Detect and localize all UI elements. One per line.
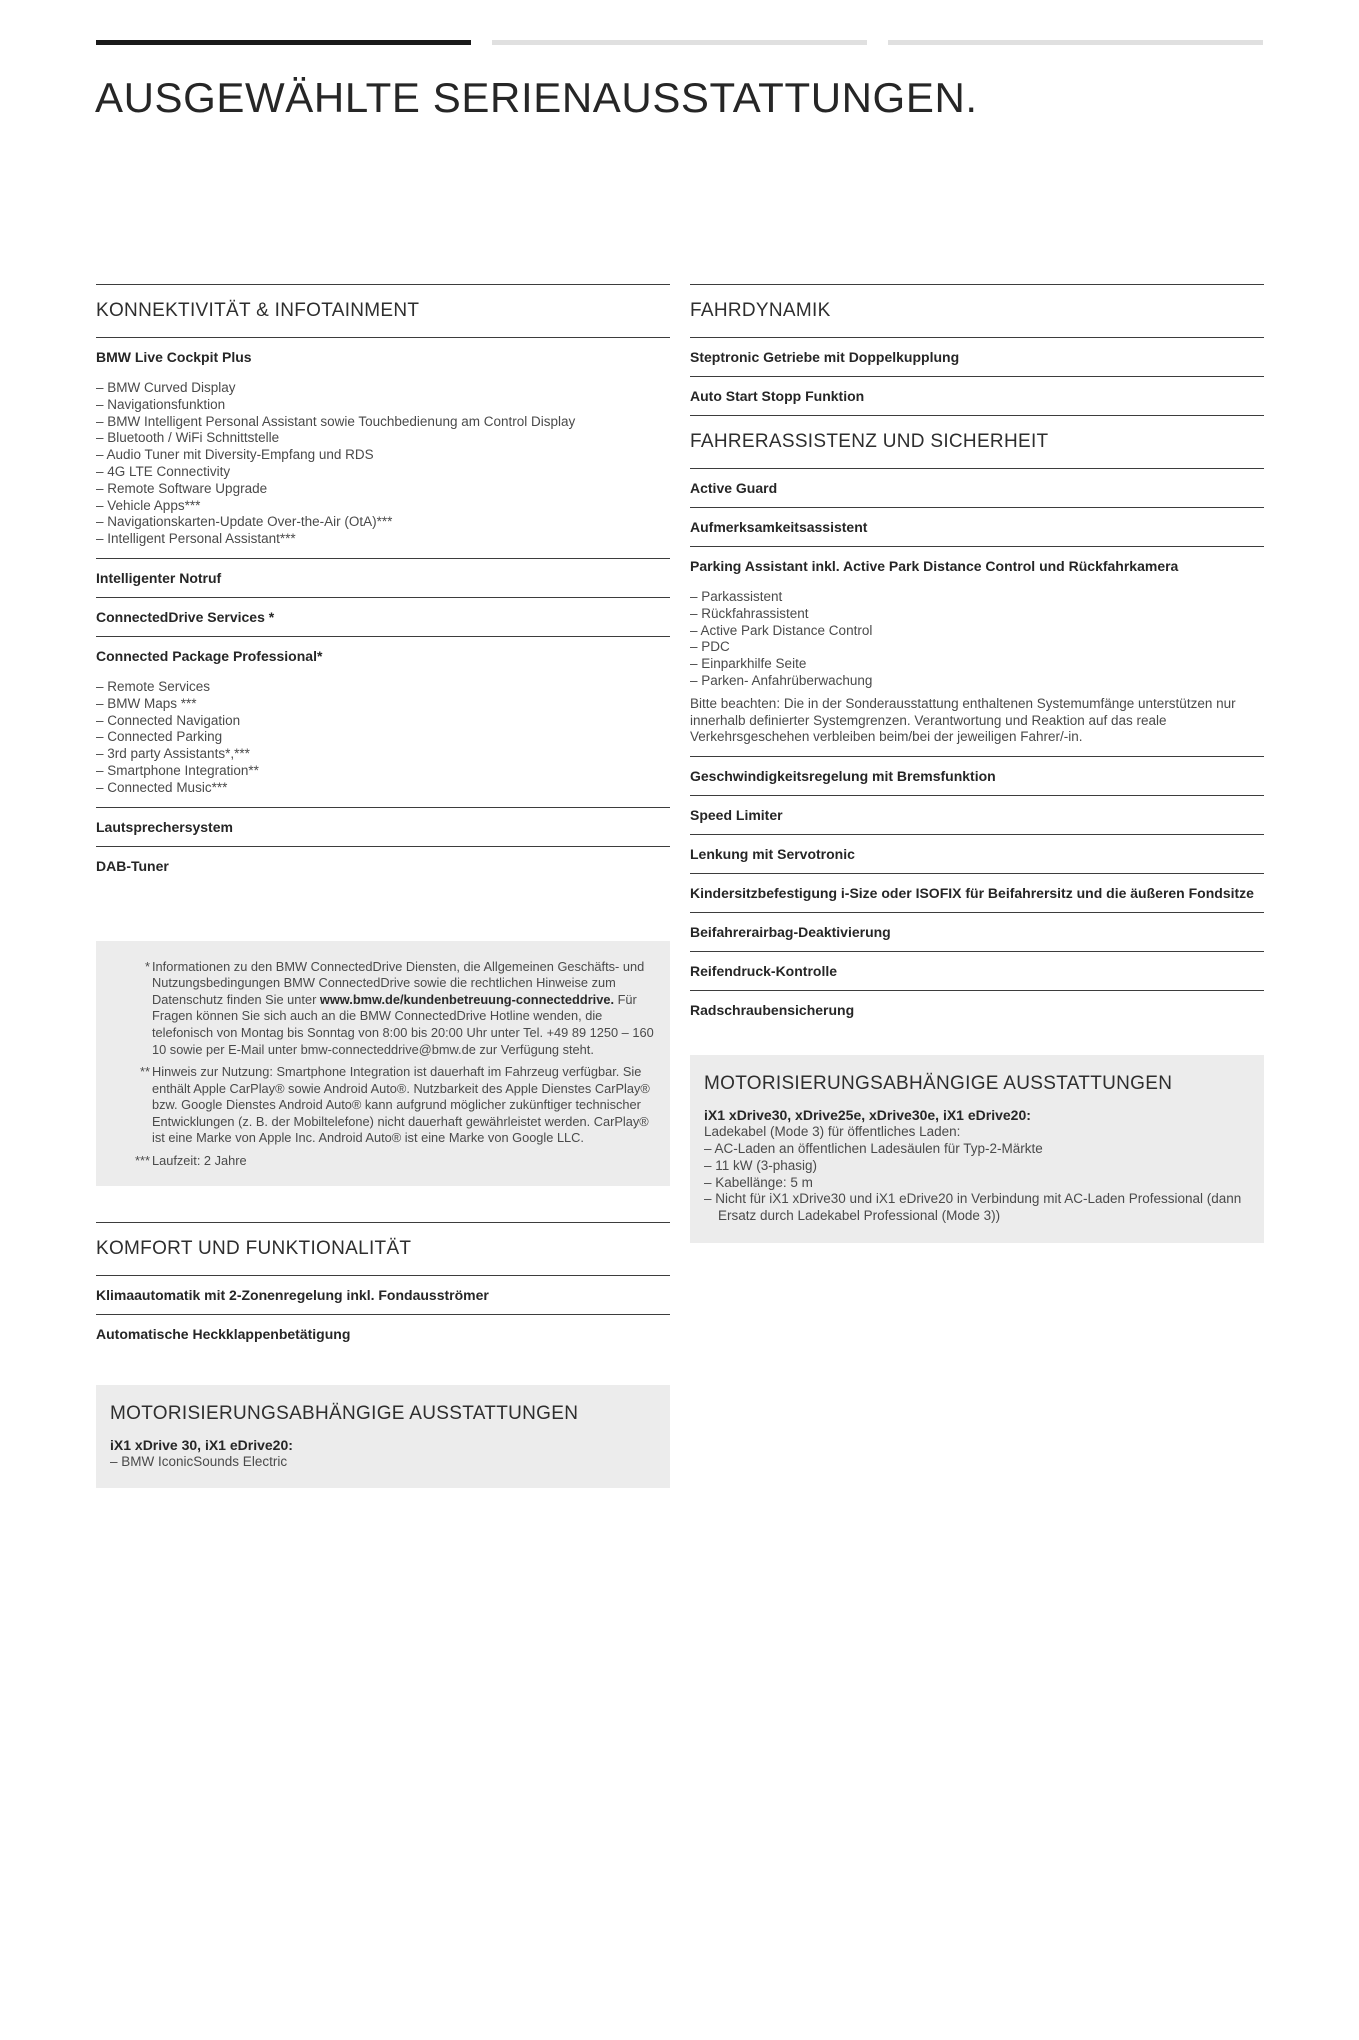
feature-dab-tuner (96, 847, 670, 885)
engine-dependent-title: MOTORISIERUNGSABHÄNGIGE AUSSTATTUNGEN (704, 1073, 1173, 1095)
feature-servotronic (690, 835, 1264, 874)
feature-title: Aufmerksamkeitsassistent (690, 519, 868, 535)
feature-isofix (690, 874, 1264, 913)
footnotes-box (96, 941, 670, 1186)
connecteddrive-link[interactable]: www.bmw.de/kundenbetreuung-connecteddrive. (319, 991, 615, 1007)
footnote-marker: ** (140, 1064, 150, 1080)
footnote-text (152, 959, 656, 1059)
footnote-3 (110, 1153, 656, 1170)
feature-title: Connected Package Professional* (96, 647, 323, 664)
feature-connecteddrive-services (96, 598, 670, 637)
feature-title: Active Guard (690, 480, 778, 496)
list-item: – 3rd party Assistants*,*** (96, 746, 670, 763)
list-item: – Remote Software Upgrade (96, 481, 670, 498)
footnote-text-part: Informationen zu den BMW ConnectedDrive Diensten, die Allgemeinen Geschäfts- und Nutzungsbedingungen BMW ConnectedDrive sowie die rechtlichen Hinweise zum Datenschutz finden Sie unter (152, 958, 645, 1007)
feature-title: Intelligenter Notruf (96, 569, 222, 586)
feature-cruise-control (690, 757, 1264, 796)
right-column (690, 284, 1264, 1243)
list-item: – Connected Parking (96, 729, 670, 746)
feature-title: Automatische Heckklappenbetätigung (96, 1325, 351, 1342)
list-item: – BMW Curved Display (96, 380, 670, 397)
list-item: – Smartphone Integration** (96, 763, 670, 780)
list-item: – Rückfahrassistent (690, 606, 1264, 623)
page-progress-indicator (96, 40, 1263, 45)
feature-title: Lautsprechersystem (96, 818, 233, 835)
list-item: – Parken- Anfahrüberwachung (690, 673, 1264, 690)
parking-note: Bitte beachten: Die in der Sonderausstattung enthaltenen Systemumfänge unterstützen nur innerhalb definierter Systemgrenzen. Verantwortung und Reaktion auf das reale Verkehrsgeschehen verbleiben beim/bei der jeweiligen Fahrer/-in. (690, 695, 1236, 745)
feature-title: Geschwindigkeitsregelung mit Bremsfunktion (690, 768, 996, 785)
feature-connected-package (96, 637, 670, 808)
feature-airbag-deactivation (690, 913, 1264, 952)
feature-title: Reifendruck-Kontrolle (690, 963, 838, 980)
feature-title: Lenkung mit Servotronic (690, 846, 855, 863)
list-item: – BMW Intelligent Personal Assistant sowie Touchbedienung am Control Display (96, 414, 670, 431)
feature-parking-assistant (690, 547, 1264, 757)
footnote-2 (110, 1064, 656, 1147)
feature-wheel-lock (690, 991, 1264, 1029)
progress-segment-3 (888, 40, 1263, 45)
list-item: – BMW Maps *** (96, 696, 670, 713)
feature-title: Steptronic Getriebe mit Doppelkupplung (690, 349, 960, 365)
feature-notruf (96, 559, 670, 598)
charging-cable-intro: Ladekabel (Mode 3) für öffentliches Laden: (704, 1124, 961, 1140)
list-item: – 4G LTE Connectivity (96, 464, 670, 481)
list-item: – Einparkhilfe Seite (690, 656, 1264, 673)
progress-segment-2 (492, 40, 867, 45)
page-title: AUSGEWÄHLTE SERIENAUSSTATTUNGEN. (95, 74, 978, 121)
feature-start-stop (690, 377, 1264, 416)
list-item: – Connected Navigation (96, 713, 670, 730)
feature-title: Radschraubensicherung (690, 1002, 855, 1019)
list-item: – 11 kW (3-phasig) (704, 1158, 1250, 1175)
feature-speaker-system (96, 808, 670, 847)
list-item: – Connected Music*** (96, 780, 670, 797)
feature-live-cockpit (96, 338, 670, 559)
feature-title: Beifahrerairbag-Deaktivierung (690, 924, 891, 941)
feature-title: ConnectedDrive Services * (96, 608, 275, 625)
list-item: – Bluetooth / WiFi Schnittstelle (96, 430, 670, 447)
feature-title: Kindersitzbefestigung i-Size oder ISOFIX für Beifahrersitz und die äußeren Fondsitze (690, 885, 1254, 902)
engine-models: iX1 xDrive 30, iX1 eDrive20: (110, 1436, 293, 1453)
footnote-text: Hinweis zur Nutzung: Smartphone Integration ist dauerhaft im Fahrzeug verfügbar. Sie enthält Apple CarPlay® sowie Android Auto®. Nutzbarkeit des Apple Dienstes CarPlay® bzw. Google Dienstes Android Auto® kann aufgrund möglicher zukünftiger technischer Entwicklungen (z. B. der Mobiltelefone) nicht dauerhaft gewährleistet werden. CarPlay® ist eine Marke von Apple Inc. Android Auto® ist eine Marke von Google LLC. (152, 1064, 650, 1146)
list-item: – AC-Laden an öffentlichen Ladesäulen für Typ-2-Märkte (704, 1141, 1250, 1158)
engine-dependent-box-right (690, 1055, 1264, 1243)
section-title-comfort: KOMFORT UND FUNKTIONALITÄT (96, 1222, 670, 1276)
list-item: – Kabellänge: 5 m (704, 1175, 1250, 1192)
feature-title: DAB-Tuner (96, 857, 169, 874)
list-item: – Active Park Distance Control (690, 623, 1264, 640)
list-item: – Navigationsfunktion (96, 397, 670, 414)
engine-models: iX1 xDrive30, xDrive25e, xDrive30e, iX1 eDrive20: (704, 1107, 1031, 1124)
feature-steptronic (690, 338, 1264, 377)
feature-attention-assistant (690, 508, 1264, 547)
feature-speed-limiter (690, 796, 1264, 835)
list-item: – Vehicle Apps*** (96, 498, 670, 515)
list-item: – Navigationskarten-Update Over-the-Air (OtA)*** (96, 514, 670, 531)
feature-tire-pressure (690, 952, 1264, 991)
feature-title: Speed Limiter (690, 807, 783, 824)
section-title-connectivity: KONNEKTIVITÄT & INFOTAINMENT (96, 284, 670, 338)
feature-list (96, 679, 670, 797)
section-title-assistance: FAHRERASSISTENZ UND SICHERHEIT (690, 416, 1264, 469)
list-item: – Remote Services (96, 679, 670, 696)
engine-feature-list (110, 1454, 656, 1471)
feature-title: Auto Start Stopp Funktion (690, 388, 865, 404)
list-item: – Nicht für iX1 xDrive30 und iX1 eDrive20 in Verbindung mit AC-Laden Professional (dann Ersatz durch Ladekabel Professional (Mode 3)) (704, 1191, 1250, 1225)
list-item: – Audio Tuner mit Diversity-Empfang und RDS (96, 447, 670, 464)
feature-title: Klimaautomatik mit 2-Zonenregelung inkl. Fondausströmer (96, 1286, 489, 1303)
list-item: – PDC (690, 639, 1264, 656)
list-item: – BMW IconicSounds Electric (110, 1454, 656, 1471)
feature-active-guard (690, 469, 1264, 508)
engine-dependent-box-left (96, 1385, 670, 1489)
footnote-text-part: Für Fragen können Sie sich auch an die BMW ConnectedDrive Hotline wenden, die telefonisch von Montag bis Sonntag von 8:00 bis 20:00 Uhr unter Tel. +49 89 1250 – 160 10 sowie per E-Mail unter bmw-connecteddrive@bmw.de zur Verfügung steht. (152, 991, 654, 1057)
progress-segment-1 (96, 40, 471, 45)
footnote-text: Laufzeit: 2 Jahre (152, 1153, 247, 1169)
footnote-marker: * (145, 958, 150, 974)
feature-climate (96, 1276, 670, 1315)
list-item: – Intelligent Personal Assistant*** (96, 531, 670, 548)
feature-list (96, 380, 670, 548)
footnote-marker: *** (135, 1153, 150, 1169)
feature-list (690, 589, 1264, 690)
feature-title: Parking Assistant inkl. Active Park Distance Control und Rückfahrkamera (690, 558, 1179, 574)
feature-title: BMW Live Cockpit Plus (96, 349, 252, 365)
left-column (96, 284, 670, 1488)
footnote-1 (110, 959, 656, 1059)
section-title-fahrdynamik: FAHRDYNAMIK (690, 284, 1264, 338)
engine-dependent-title: MOTORISIERUNGSABHÄNGIGE AUSSTATTUNGEN (110, 1402, 579, 1424)
feature-tailgate (96, 1315, 670, 1353)
engine-feature-list (704, 1141, 1250, 1225)
list-item: – Parkassistent (690, 589, 1264, 606)
